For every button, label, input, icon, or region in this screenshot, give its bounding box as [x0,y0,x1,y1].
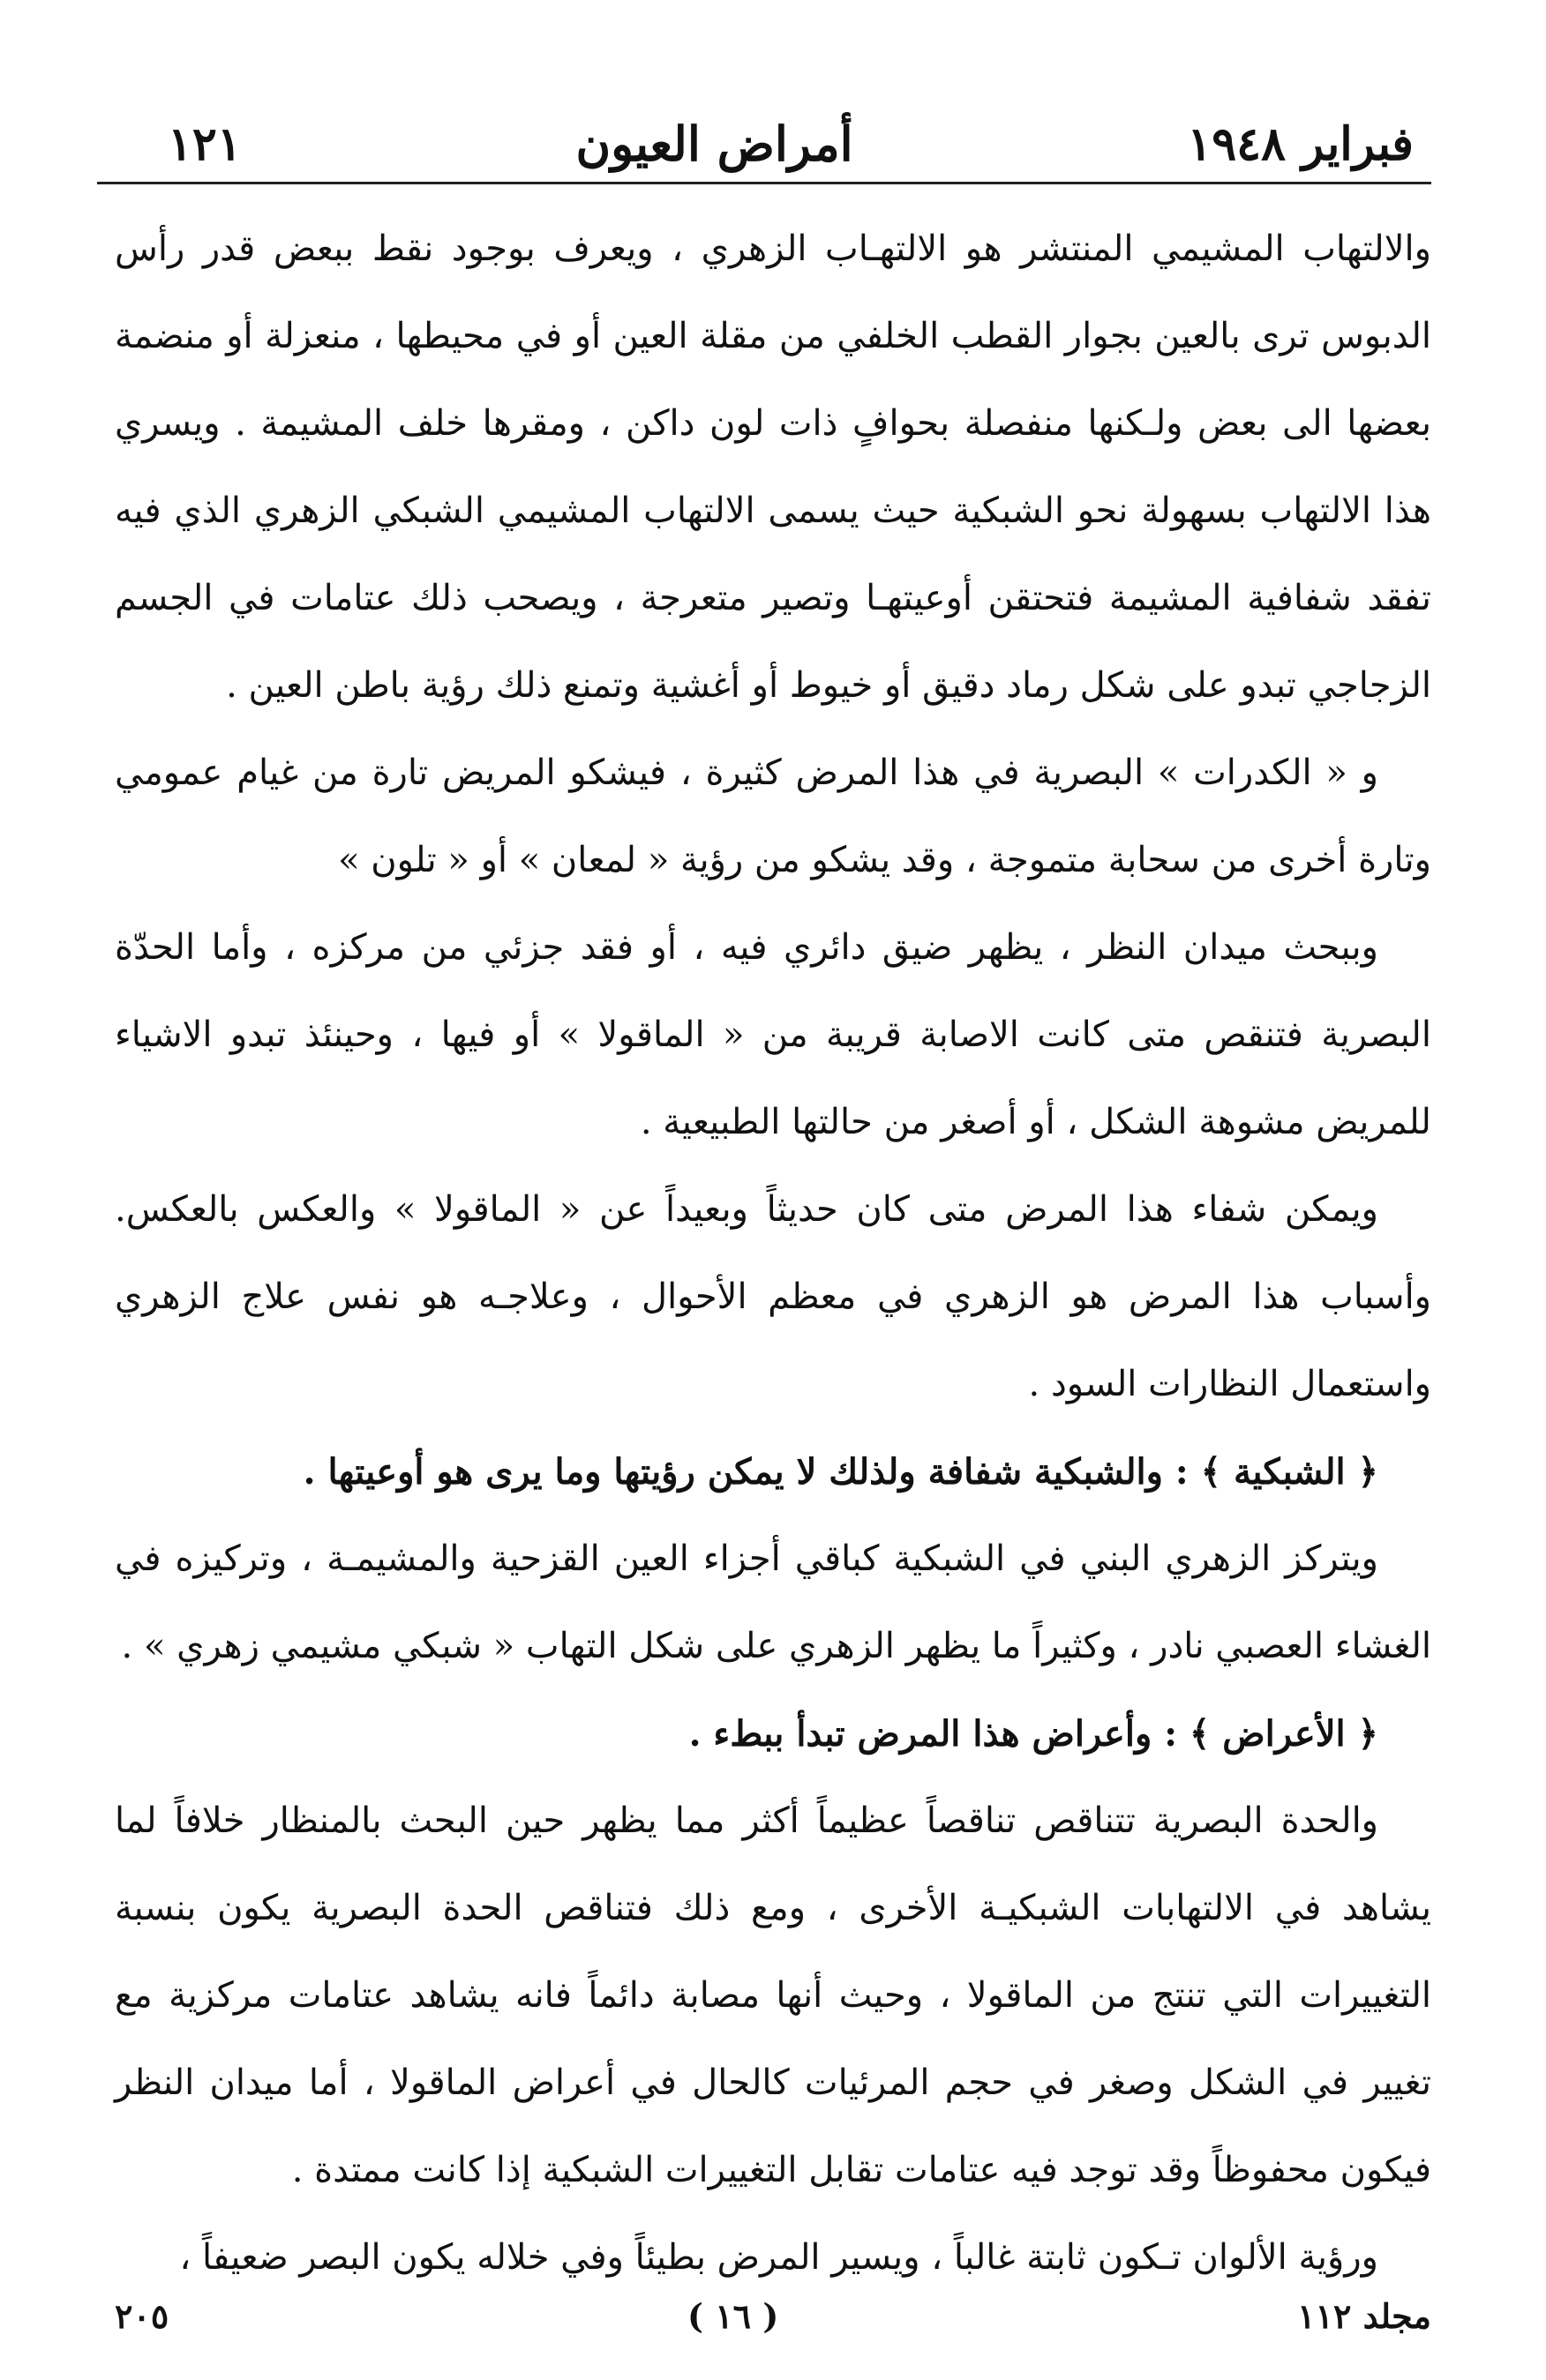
header-title: أمراض العيون [575,116,853,172]
section-heading-retina: ﴿ الشبكية ﴾ : والشبكية شفافة ولذلك لا يمكن رؤيتها وما يرى هو أوعيتها . [303,1451,1378,1493]
paragraph-1: والالتهاب المشيمي المنتشر هو الالتهـاب الزهري ، ويعرف بوجود نقط ببعض قدر رأس الدبوس ترى بالعين بجوار القطب الخلفي من مقلة العين أو في محيطها ، منعزلة أو منضمة بعضها الى بعض ولـكنها منفصلة بحوافٍ ذات لون داكن ، ومقرها خلف المشيمة . ويسري هذا الالتهاب بسهولة نحو الشبكية حيث يسمى الالتهاب المشيمي الشبكي الزهري الذي فيه تفقد شفافية المشيمة فتحتقن أوعيتهـا وتصير متعرجة ، ويصحب ذلك عتامات في الجسم الزجاجي تبدو على شكل رماد دقيق أو خيوط أو أغشية وتمنع ذلك رؤية باطن العين . [115,228,1431,706]
header-page-number: ١٢١ [168,117,242,171]
paragraph-6: ويتركز الزهري البني في الشبكية كباقي أجزاء العين القزحية والمشيمـة ، وتركيزه في الغشاء العصبي نادر ، وكثيراً ما يظهر الزهري على شكل التهاب « شبكي مشيمي زهري » . [115,1538,1431,1666]
section-heading-symptoms: ﴿ الأعراض ﴾ : وأعراض هذا المرض تبدأ ببطء . [688,1713,1378,1755]
footer-volume: مجلد ١١٢ [1297,2295,1431,2336]
paragraph-2: و « الكدرات » البصرية في هذا المرض كثيرة ، فيشكو المريض تارة من غيام عمومي وتارة أخرى من سحابة متموجة ، وقد يشكو من رؤية « لمعان » أو « تلون » [115,752,1431,880]
paragraph-3: وببحث ميدان النظر ، يظهر ضيق دائري فيه ، أو فقد جزئي من مركزه ، وأما الحدّة البصرية فتنقص متى كانت الاصابة قريبة من « الماقولا » أو فيها ، وحينئذ تبدو الاشياء للمريض مشوهة الشكل ، أو أصغر من حالتها الطبيعية . [115,927,1431,1142]
page-footer [115,2289,1431,2342]
header-rule [97,182,1431,184]
footer-sheet-number: ٢٠٥ [115,2295,169,2336]
body-text [115,206,1431,2301]
paragraph-8: والحدة البصرية تتناقص تناقصاً عظيماً أكثر مما يظهر حين البحث بالمنظار خلافاً لما يشاهد في الالتهابات الشبكيـة الأخرى ، ومع ذلك فتناقص الحدة البصرية يكون بنسبة التغييرات التي تنتج من الماقولا ، وحيث أنها مصابة دائماً فانه يشاهد عتامات مركزية مع تغيير في الشكل وصغر في حجم المرئيات كالحال في أعراض الماقولا ، أما ميدان النظر فيكون محفوظاً وقد توجد فيه عتامات تقابل التغييرات الشبكية إذا كانت ممتدة . [115,1800,1431,2190]
paragraph-4: ويمكن شفاء هذا المرض متى كان حديثاً وبعيداً عن « الماقولا » والعكس بالعكس. وأسباب هذا المرض هو الزهري في معظم الأحوال ، وعلاجـه هو نفس علاج الزهري واستعمال النظارات السود . [115,1189,1431,1404]
running-header [115,97,1431,172]
paragraph-9: ورؤية الألوان تـكون ثابتة غالباً ، ويسير المرض بطيئاً وفي خلاله يكون البصر ضعيفاً ، [179,2237,1378,2278]
header-date: فبراير ١٩٤٨ [1187,117,1414,171]
footer-signature: ( ١٦ ) [687,2295,779,2336]
